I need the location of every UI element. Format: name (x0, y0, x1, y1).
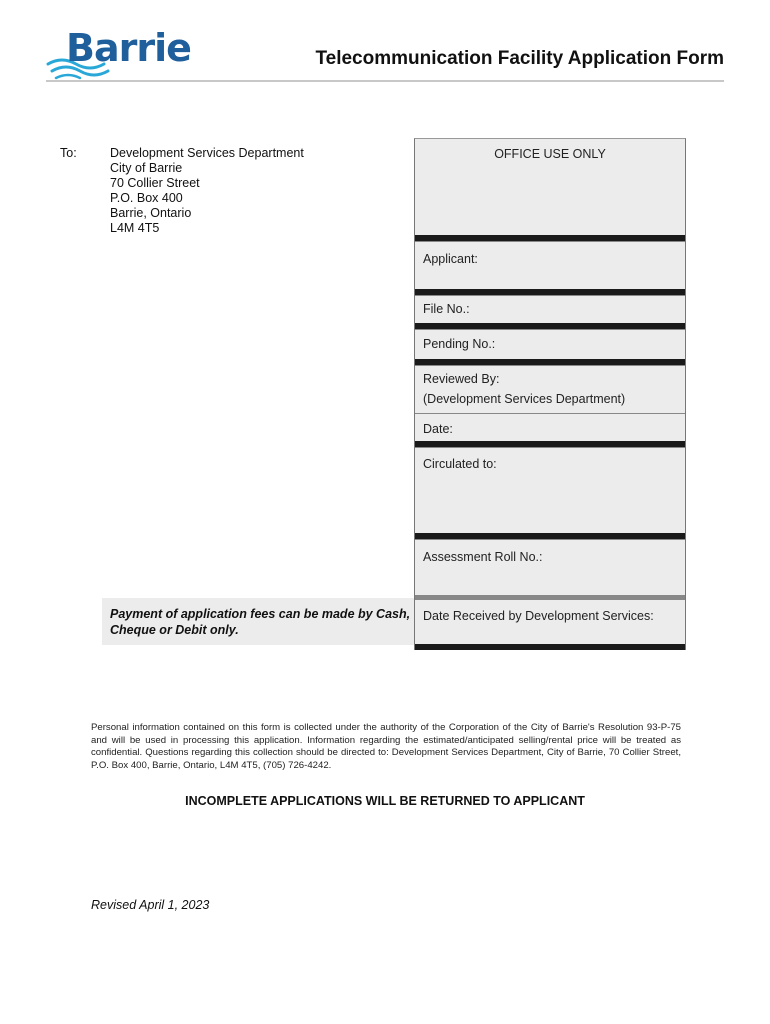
circulated-to-cell[interactable] (415, 447, 685, 533)
date-received-cell[interactable] (415, 599, 685, 644)
separator-bar (415, 644, 685, 650)
reviewed-by-department: (Development Services Department) (423, 392, 626, 406)
address-line: P.O. Box 400 (110, 191, 183, 205)
date-received-label: Date Received by Development Services: (423, 609, 654, 623)
applicant-label: Applicant: (423, 252, 478, 266)
reviewed-by-cell[interactable] (415, 365, 685, 413)
payment-note-line: Cheque or Debit only. (110, 623, 239, 637)
date-label: Date: (423, 422, 453, 436)
reviewed-by-label: Reviewed By: (423, 372, 500, 386)
pending-no-label: Pending No.: (423, 337, 496, 351)
payment-note-line: Payment of application fees can be made by Cash, (110, 607, 411, 621)
logo-wordmark: Barrie (66, 26, 191, 70)
recipient-address (110, 146, 304, 236)
to-label: To: (60, 146, 77, 160)
privacy-notice: Personal information contained on this form is collected under the authority of the Corporation of the City of Barrie's Resolution 93-P-75 and will be used in processing this application. Information regarding the estimated/anticipated selling/rental price will be treated as confidential. Questions regarding this collection should be directed to: Development Services Department, City of Barrie, 70 Collier Street, P.O. Box 400, Barrie, Ontario, L4M 4T5, (705) 726-4242. (91, 722, 681, 771)
assessment-roll-cell[interactable] (415, 539, 685, 595)
office-use-box (414, 138, 686, 650)
pending-no-cell[interactable] (415, 329, 685, 359)
file-no-cell[interactable] (415, 295, 685, 323)
address-line: L4M 4T5 (110, 221, 160, 235)
address-line: 70 Collier Street (110, 176, 200, 190)
assessment-roll-label: Assessment Roll No.: (423, 550, 543, 564)
payment-note (102, 598, 414, 645)
revised-date: Revised April 1, 2023 (91, 898, 210, 912)
incomplete-notice: INCOMPLETE APPLICATIONS WILL BE RETURNED TO APPLICANT (185, 794, 585, 808)
page-title: Telecommunication Facility Application Form (315, 48, 724, 69)
header-divider (46, 80, 724, 82)
applicant-cell[interactable] (415, 241, 685, 289)
address-line: Development Services Department (110, 146, 304, 160)
barrie-logo (44, 26, 191, 84)
date-cell[interactable] (415, 413, 685, 441)
office-use-heading: OFFICE USE ONLY (494, 147, 606, 161)
circulated-to-label: Circulated to: (423, 457, 497, 471)
office-use-heading-cell (415, 139, 685, 235)
file-no-label: File No.: (423, 302, 470, 316)
address-line: Barrie, Ontario (110, 206, 192, 220)
address-line: City of Barrie (110, 161, 183, 175)
